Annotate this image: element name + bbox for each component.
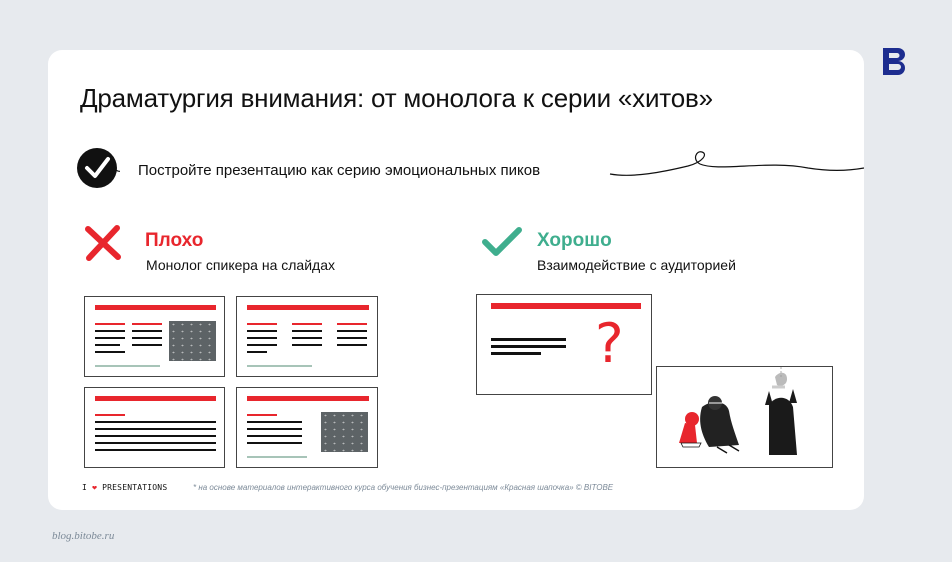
- bitobe-logo-icon[interactable]: [883, 48, 906, 75]
- page-title: Драматургия внимания: от монолога к серии «хитов»: [80, 83, 713, 113]
- checkmark-badge-icon: [76, 146, 120, 190]
- heart-icon: ❤: [92, 483, 98, 492]
- content-card: [48, 50, 864, 510]
- green-check-icon: [482, 226, 522, 258]
- good-heading: Хорошо: [537, 230, 612, 251]
- brand-tag-suffix: PRESENTATIONS: [102, 483, 168, 492]
- footnote: * на основе материалов интерактивного курса обучения бизнес-презентациям «Красная шапочка» © BITOBE: [193, 483, 614, 492]
- monologue-slide: [236, 296, 378, 377]
- monologue-slide: [84, 387, 225, 468]
- bad-heading: Плохо: [145, 230, 204, 251]
- squiggle-decoration: [608, 146, 864, 188]
- question-mark: ?: [595, 312, 624, 375]
- illustration-slide: [656, 366, 833, 468]
- good-description: Взаимодействие с аудиторией: [537, 257, 736, 273]
- monologue-slide: [84, 296, 225, 377]
- brand-tag-prefix: I: [82, 483, 88, 492]
- red-cross-icon: [84, 224, 122, 262]
- bad-description: Монолог спикера на слайдах: [146, 257, 335, 273]
- red-riding-hood-illustration: [657, 367, 832, 467]
- subtitle: Постройте презентацию как серию эмоциональных пиков: [138, 162, 541, 179]
- brand-tag: [82, 483, 167, 492]
- footer-url[interactable]: blog.bitobe.ru: [52, 530, 115, 542]
- question-slide: [476, 294, 652, 395]
- monologue-slide: [236, 387, 378, 468]
